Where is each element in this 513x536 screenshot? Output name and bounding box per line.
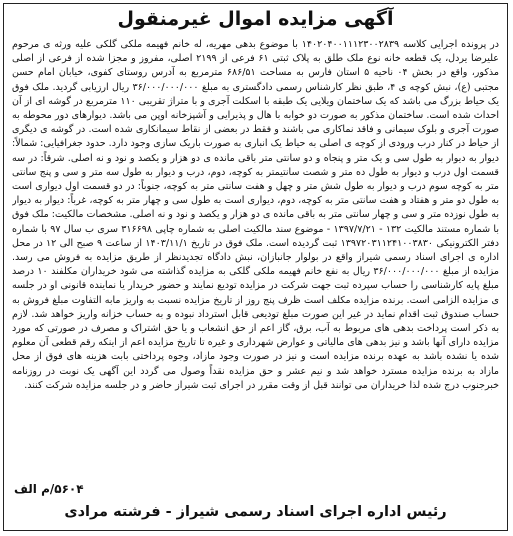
reference-number: ۵۶۰۴/م الف [14, 482, 84, 496]
notice-body: در پرونده اجرایی کلاسه ۱۴۰۲۰۴۰۰۱۱۱۲۳۰۰۲۸۳۹ با موضوع بدهی مهریه، له خانم فهیمه ملکی گلکی علیه ورثه ی مرحوم علیرضا یردل، یک قطعه خانه نوع ملک طلق به پلاک ثبتی ۶۱ فرعی از ۲۱۹۹ اصلی، مفروز و مجزا شده از فرعی از اصلی مذکور، واقع در بخش ۰۴ ناحیه ۵ استان فارس به مساحت ۶۸۶/۵۱ مترمربع به آدرس روستای کفوی، خیابان امام حسن مجتبی (ع)، نبش کوچه ی ۴، طبق نظر کارشناس رسمی دادگستری به مبلغ ۳۶/۰۰۰/۰۰۰/۰۰۰ ریال ارزیابی گردید. ملک فوق یک حیاط بزرگ می باشد که یک ساختمان ویلایی یک طبقه با اسکلت آجری و با متراژ تقریبی ۱۱۰ مترمربع در گوشه ای از آن احداث شده است. ساختمان مذکور به صورت دو خوابه با هال و پذیرایی و آشپزخانه اوپن می باشد. دیوارهای دور محوطه به صورت آجری و بلوک سیمانی و فاقد نماکاری می باشند و فقط در بعضی از نقاط سیمانکاری شده است. در گوشه ی دیگری از حیاط در کنار درب ورودی از کوچه ی اصلی به حیاط یک انباری به صورت باریک سازی وجود دارد. حدود جغرافیایی: شمالاً: دیوار به دیوار به طول سی و یک متر و پنجاه و دو سانتی متر باقی مانده ی دو هزار و یکصد و نود و نه اصلی. شرقاً: در سه قسمت اول درب و دیوار به طول ده متر و شصت سانتیمتر به کوچه، دوم، درب و دیوار به طول سه متر و سی و پنج سانتی متر به کوچه سوم درب و دیوار به طول شش متر و چهل و هفت سانتی متر به کوچه، جنوباً: در دو قسمت اول دیواری است به طول دو متر و هفتاد و هفت سانتی متر به کوچه، دوم، دیواری است به طول سی و چهار متر به کوچه، غرباً: دیوار به دیوار به طول نوزده متر و سی و چهار سانتی متر به باقی مانده ی دو هزار و یکصد و نود و نه اصلی. مشخصات مالکیت: ملک فوق با شماره مستند مالکیت ۱۳۲ - ۱۳۹۷/۷/۲۱ - موضوع سند مالکیت اصلی به شماره چاپی ۳۱۶۶۹۸ سری ب سال ۹۷ با شماره دفتر الکترونیکی ۱۳۹۷۲۰۳۱۱۲۴۱۰۰۳۸۳۰ ثبت گردیده است. ملک فوق در تاریخ ۱۴۰۳/۱۱/۱ از ساعت ۹ صبح الی ۱۲ در محل اداره ی اجرای اسناد رسمی شیراز واقع در بولوار جانبازان، نبش دادگاه تجدیدنظر از طریق مزایده به فروش می رسد. مزایده از مبلغ ۳۶/۰۰۰/۰۰۰/۰۰۰ ریال به نفع خانم فهیمه ملکی گلکی به مزایده گذاشته می شود خریداران مکلفند ۱۰ درصد مبلغ پایه کارشناسی را حساب سپرده ثبت جهت شرکت در مزایده تودیع نمایند و حضور خریدار یا نماینده قانونی او در جلسه ی مزایده الزامی است. برنده مزایده مکلف است ظرف پنج روز از تاریخ مزایده نسبت به واریز مابه التفاوت مبلغ فروش به حساب صندوق ثبت اقدام نماید در غیر این صورت مبلغ تودیعی قابل استرداد نبوده و به حساب خزانه واریز خواهد شد. لازم به ذکر است پرداخت بدهی های مربوط به آب، برق، گاز اعم از حق انشعاب و یا حق اشتراک و مصرف در صورتی که مورد مزایده دارای آنها باشد و نیز بدهی های مالیاتی و عوارض شهرداری و غیره تا تاریخ مزایده اعم از اینکه رقم قطعی آن معلوم شده یا نشده باشد به عهده برنده مزایده است و نیز در صورت وجود مازاد، وجوه پرداختی بابت هزینه های فوق از محل مازاد به برنده مزایده مسترد خواهد شد و نیم عشر و حق مزایده نقداً وصول می گردد این آگهی یک نوبت در روزنامه خبرجنوب درج شده لذا خریداران می توانند قبل از وقت مقرر در اجرای ثبت شیراز حاضر و در جلسه مزایده شرکت کنند. [12, 39, 499, 391]
signature-line: رئیس اداره اجرای اسناد رسمی شیراز - فرشته مرادی [64, 504, 447, 520]
notice-title: آگهی مزایده اموال غیرمنقول [117, 8, 394, 30]
notice-frame [3, 3, 508, 531]
